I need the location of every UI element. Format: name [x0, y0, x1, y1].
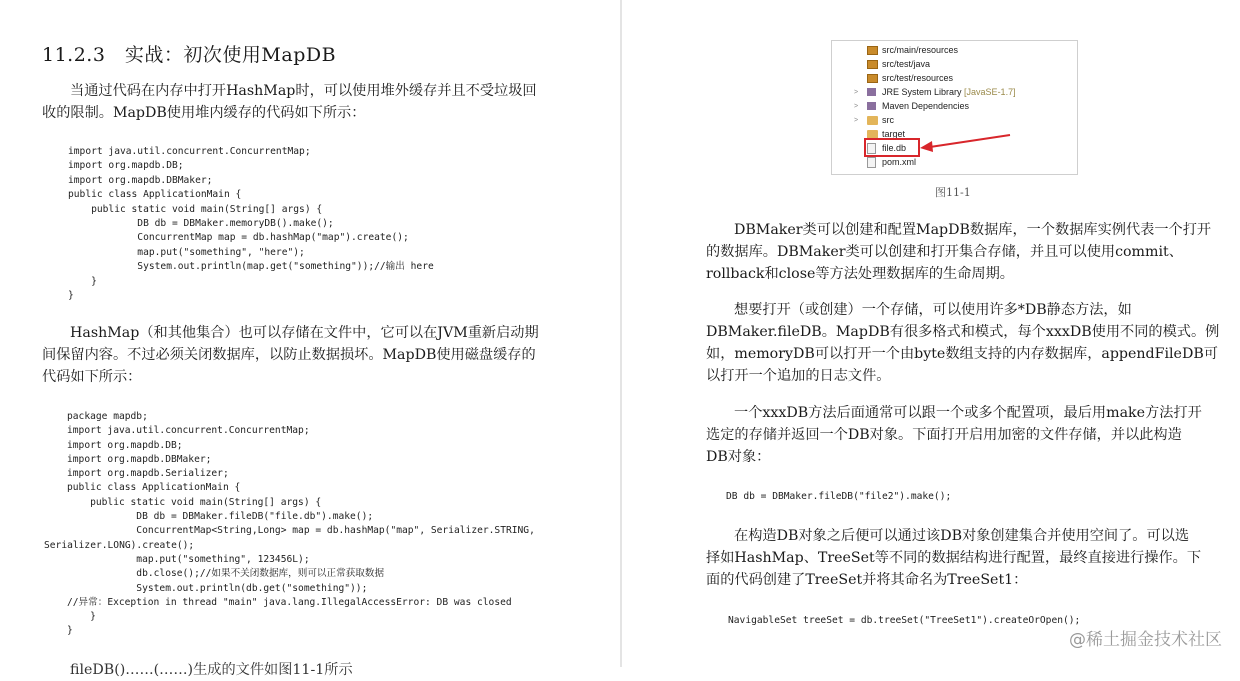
cut-off-line: fileDB()……(……)生成的文件如图11-1所示 — [70, 662, 353, 678]
code-line: import org.mapdb.DB; — [67, 439, 183, 451]
code-line: DB db = DBMaker.fileDB("file.db").make(); — [67, 511, 374, 523]
code-line: public class ApplicationMain { — [67, 482, 241, 494]
code-line-treeset — [728, 614, 1080, 628]
code-line: import org.mapdb.Serializer; — [67, 468, 229, 480]
paragraph-line: 想要打开（或创建）一个存储，可以使用许多*DB静态方法，如 — [734, 302, 1132, 318]
paragraph-line: 间保留内容。不过必须关闭数据库，以防止数据损坏。MapDB使用磁盘缓存的 — [42, 347, 536, 363]
code-block-file-db — [44, 410, 535, 639]
paragraph-line: 收的限制。MapDB使用堆内缓存的代码如下所示： — [42, 105, 366, 121]
expand-arrow-icon: > — [854, 117, 859, 124]
paragraph-intro — [42, 80, 537, 124]
code-line: } — [68, 275, 97, 287]
code-line: } — [67, 625, 73, 637]
tree-label: src/main/resources — [882, 45, 959, 55]
figure-project-tree — [831, 40, 1078, 175]
code-line: public static void main(String[] args) { — [67, 496, 322, 508]
tree-label: file.db — [882, 143, 907, 153]
paragraph-line: 当通过代码在内存中打开HashMap时，可以使用堆外缓存并且不受垃圾回 — [70, 83, 537, 99]
paragraph-dbmaker — [706, 219, 1211, 285]
code-line: System.out.println(db.get("something")); — [67, 582, 368, 594]
paragraph-line: 一个xxxDB方法后面通常可以跟一个或多个配置项，最后用make方法打开 — [734, 405, 1202, 421]
code-line: Serializer.LONG).create(); — [44, 539, 195, 551]
tree-label: Maven Dependencies — [882, 101, 970, 111]
code-line: public static void main(String[] args) { — [68, 203, 323, 215]
paragraph-line: rollback和close等方法处理数据库的生命周期。 — [706, 266, 1014, 282]
tree-label: src — [882, 115, 894, 125]
paragraph-line: DBMaker.fileDB。MapDB有很多格式和模式，每个xxxDB使用不同的模式。例 — [706, 324, 1220, 340]
pointer-arrow-icon — [832, 41, 1077, 174]
code-line: ConcurrentMap<String,Long> map = db.hashMap("map", Serializer.STRING, — [67, 525, 535, 537]
code-line: DB db = DBMaker.fileDB("file2").make(); — [726, 491, 952, 502]
code-line: db.close();//如果不关闭数据库，则可以正常获取数据 — [67, 568, 385, 580]
tree-label: src/test/resources — [882, 73, 954, 83]
code-block-memory-db — [68, 145, 434, 303]
code-line: } — [68, 289, 74, 301]
section-heading: 11.2.3 实战：初次使用MapDB — [42, 44, 337, 66]
code-line: } — [67, 611, 96, 623]
paragraph-line: 择如HashMap、TreeSet等不同的数据结构进行配置，最终直接进行操作。下 — [706, 550, 1202, 566]
tree-label: pom.xml — [882, 157, 917, 167]
paragraph-line: HashMap（和其他集合）也可以存储在文件中，它可以在JVM重新启动期 — [70, 325, 539, 341]
code-line: map.put("something", 123456L); — [67, 553, 310, 565]
watermark-text: @稀土掘金技术社区 — [1069, 630, 1222, 650]
code-line: package mapdb; — [67, 411, 148, 422]
tree-label: target — [882, 129, 906, 139]
figure-caption: 图11-1 — [935, 186, 971, 199]
paragraph-line: 选定的存储并返回一个DB对象。下面打开启用加密的文件存储，并以此构造 — [706, 427, 1182, 443]
code-line: import org.mapdb.DBMaker; — [67, 453, 212, 465]
tree-label-text: JRE System Library — [882, 87, 962, 97]
paragraph-line: 面的代码创建了TreeSet并将其命名为TreeSet1： — [706, 572, 1028, 588]
paragraph-line: 代码如下所示： — [42, 369, 142, 385]
right-page — [622, 0, 1240, 667]
code-line: ConcurrentMap map = db.hashMap("map").create(); — [68, 232, 409, 244]
code-line-file2 — [726, 490, 951, 504]
code-line: import org.mapdb.DBMaker; — [68, 174, 213, 186]
paragraph-line: DB对象： — [706, 449, 771, 465]
expand-arrow-icon: > — [854, 103, 859, 110]
expand-arrow-icon: > — [854, 89, 859, 96]
paragraph-line: 如，memoryDB可以打开一个由byte数组支持的内存数据库，appendFileDB可 — [706, 346, 1218, 362]
paragraph-line: DBMaker类可以创建和配置MapDB数据库，一个数据库实例代表一个打开 — [734, 222, 1212, 238]
code-line: DB db = DBMaker.memoryDB().make(); — [68, 217, 334, 229]
paragraph-open-store — [706, 299, 1219, 387]
paragraph-line: 以打开一个追加的日志文件。 — [706, 368, 891, 384]
code-line: import java.util.concurrent.ConcurrentMap; — [67, 425, 310, 437]
paragraph-collections — [706, 525, 1201, 591]
code-line: import org.mapdb.DB; — [68, 160, 184, 172]
left-page — [0, 0, 620, 678]
watermark — [1069, 625, 1222, 650]
code-line: //异常：Exception in thread "main" java.lang.IllegalAccessError: DB was closed — [67, 596, 512, 608]
code-line: public class ApplicationMain { — [68, 189, 242, 201]
code-line: import java.util.concurrent.ConcurrentMap; — [68, 146, 311, 157]
paragraph-file-storage — [42, 322, 539, 388]
tree-label: src/test/java — [882, 59, 931, 69]
code-line: map.put("something", "here"); — [68, 246, 305, 258]
paragraph-config — [706, 402, 1202, 468]
code-line: System.out.println(map.get("something"));//输出 here — [68, 261, 434, 273]
paragraph-line: 的数据库。DBMaker类可以创建和打开集合存储，并且可以使用commit、 — [706, 244, 1183, 260]
code-line: NavigableSet treeSet = db.treeSet("TreeSet1").createOrOpen(); — [728, 615, 1081, 626]
tree-label-extra: [JavaSE-1.7] — [964, 87, 1016, 97]
paragraph-line: 在构造DB对象之后便可以通过该DB对象创建集合并使用空间了。可以选 — [734, 528, 1190, 544]
